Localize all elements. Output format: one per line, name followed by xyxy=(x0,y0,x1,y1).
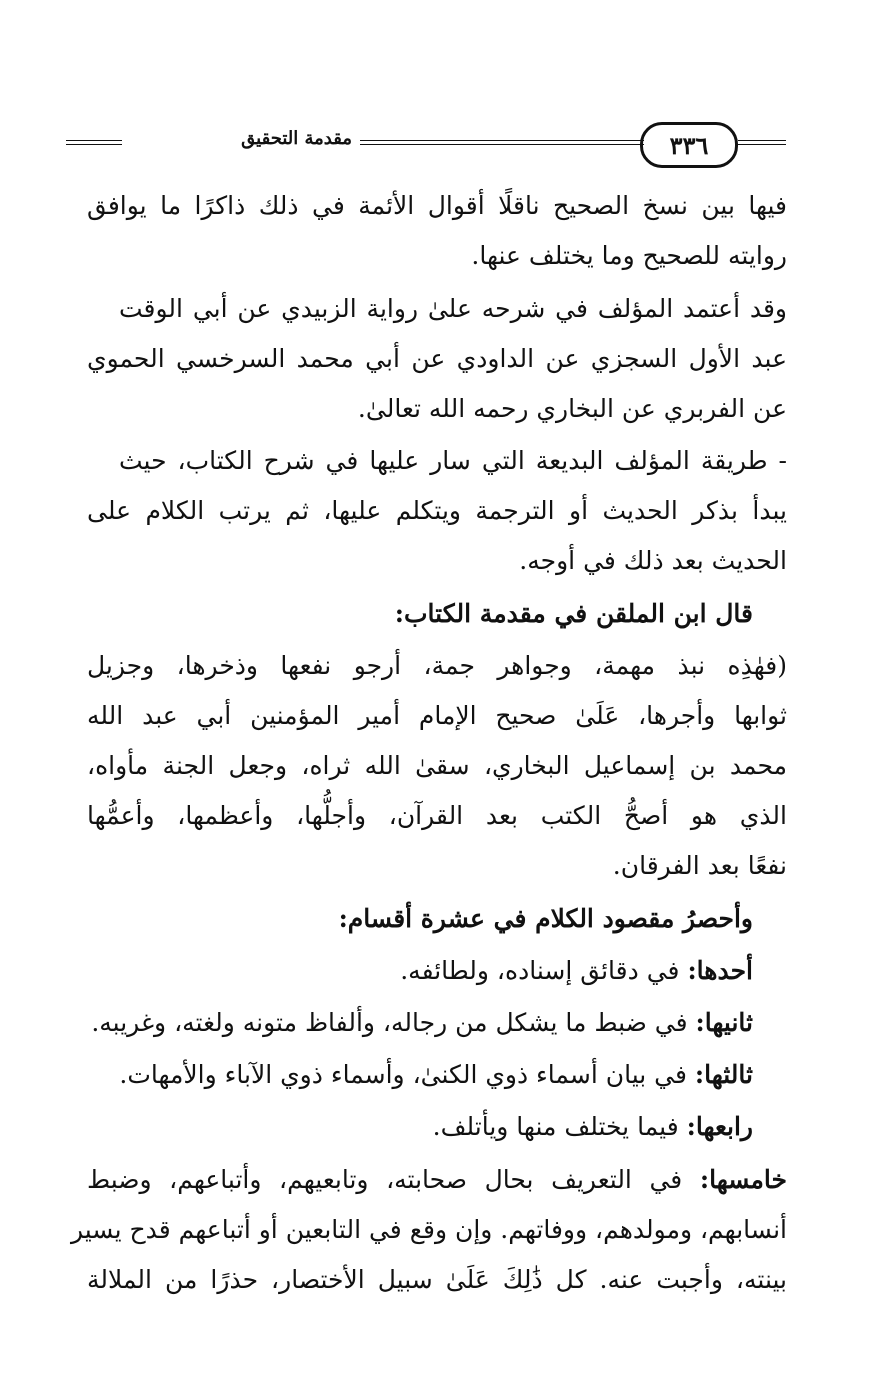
text-line: قال ابن الملقن في مقدمة الكتاب: xyxy=(394,599,753,628)
text-line: روايته للصحيح وما يختلف عنها. xyxy=(471,241,787,270)
list-item xyxy=(87,1160,787,1200)
header-rule-left xyxy=(66,140,122,145)
text-line: (فهٰذِه نبذ مهمة، وجواهر جمة، أرجو نفعها وذخرها، وجزيل xyxy=(87,651,787,680)
section-text: في التعريف بحال صحابته، وتابعيهم، وأتباعهم، وضبط xyxy=(87,1165,683,1194)
section-label: خامسها: xyxy=(699,1165,787,1194)
text-line: عن الفربري عن البخاري رحمه الله تعالىٰ. xyxy=(357,394,787,423)
section-label: ثانيها: xyxy=(695,1008,753,1037)
text-line: أنسابهم، ومولدهم، ووفاتهم. وإن وقع في التابعين أو أتباعهم قدح يسير xyxy=(70,1215,787,1244)
section-label: رابعها: xyxy=(686,1112,753,1141)
section-text: في بيان أسماء ذوي الكنىٰ، وأسماء ذوي الآباء والأمهات. xyxy=(119,1060,687,1089)
text-line: بينته، وأجبت عنه. كل ذَٰلِكَ عَلَىٰ سبيل الأختصار، حذرًا من الملالة xyxy=(87,1265,787,1294)
section-text: في دقائق إسناده، ولطائفه. xyxy=(400,956,680,985)
text-line: وأحصرُ مقصود الكلام في عشرة أقسام: xyxy=(338,904,753,933)
text-line: ثوابها وأجرها، عَلَىٰ صحيح الإمام أمير المؤمنين أبي عبد الله xyxy=(87,701,787,730)
section-label: ثالثها: xyxy=(694,1060,753,1089)
text-line: الذي هو أصحُّ الكتب بعد القرآن، وأجلُّها، وأعظمها، وأعمُّها xyxy=(87,801,787,830)
list-item xyxy=(53,951,753,991)
section-label: أحدها: xyxy=(687,956,753,985)
text-line: - طريقة المؤلف البديعة التي سار عليها في شرح الكتاب، حيث xyxy=(119,446,787,475)
text-line: وقد أعتمد المؤلف في شرحه علىٰ رواية الزبيدي عن أبي الوقت xyxy=(119,294,787,323)
page-number: ٣٣٦ xyxy=(669,130,709,160)
text-line: نفعًا بعد الفرقان. xyxy=(612,851,787,880)
header-rule-middle xyxy=(360,140,644,145)
text-line: محمد بن إسماعيل البخاري، سقىٰ الله ثراه، وجعل الجنة مأواه، xyxy=(87,751,787,780)
list-item xyxy=(53,1003,753,1043)
page-header xyxy=(66,118,786,170)
text-line: يبدأ بذكر الحديث أو الترجمة ويتكلم عليها، ثم يرتب الكلام على xyxy=(87,496,787,525)
page-number-frame xyxy=(640,122,738,168)
header-rule-right xyxy=(738,140,786,145)
list-item xyxy=(53,1107,753,1147)
text-line: فيها بين نسخ الصحيح ناقلًا أقوال الأئمة في ذلك ذاكرًا ما يوافق xyxy=(87,191,787,220)
section-text: في ضبط ما يشكل من رجاله، وألفاظ متونه ولغته، وغريبه. xyxy=(91,1008,688,1037)
list-item xyxy=(53,1055,753,1095)
text-line: الحديث بعد ذلك في أوجه. xyxy=(519,546,787,575)
section-text: فيما يختلف منها ويأتلف. xyxy=(432,1112,679,1141)
header-title: مقدمة التحقيق xyxy=(241,128,352,149)
text-line: عبد الأول السجزي عن الداودي عن أبي محمد السرخسي الحموي xyxy=(87,344,787,373)
